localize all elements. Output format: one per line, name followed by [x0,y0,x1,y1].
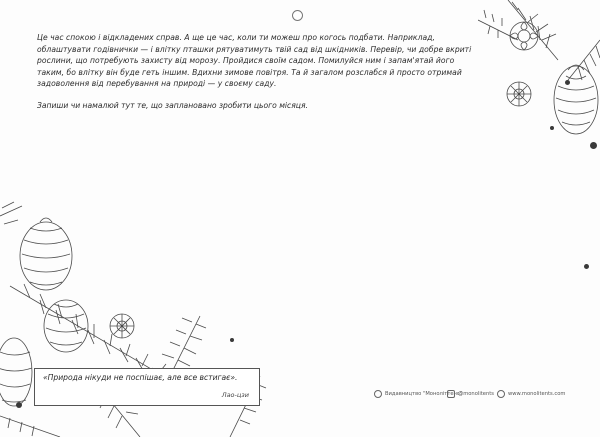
decorative-dot [590,142,597,149]
decorative-dot [550,126,554,130]
publisher-name: Видавництво "Моноліттенс" [385,391,463,397]
pine-branch-top-right-illustration [478,0,600,170]
decorative-dot [565,80,570,85]
globe-icon [497,390,505,398]
quote-author: Лао-цзи [221,391,249,399]
quote-text: «Природа нікуди не поспішає, але все встигає». [43,373,238,382]
planning-instruction: Запиши чи намалюй тут те, що заплановано зробити цього місяця. [37,101,308,110]
instagram-icon [447,390,455,398]
decorative-dot [230,338,234,342]
hanging-hole [292,10,303,21]
decorative-dot [584,264,589,269]
decorative-dot [16,402,22,408]
instagram-handle[interactable]: @monolitents [458,391,495,397]
footer-instagram [447,390,494,398]
footer-website [497,390,565,398]
publisher-logo-icon [374,390,382,398]
intro-paragraph: Це час спокою і відкладених справ. А ще це час, коли ти можеш про когось подбати. Наприклад, облаштувати годівнички — і влітку пташки рятуватимуть твій сад від шкідників. Перевір, чи добре вкриті рослини, що потребують захисту від морозу. Пройдися своїм садом. Помилуйся ним і запам'ятай його таким, бо влітку він буде геть іншим. Вдихни зимове повітря. Та й загалом розслабся й просто отримай задоволення від перебування на природі — у своєму саду. [37,33,472,89]
quote-box [34,368,260,406]
website-link[interactable]: www.monolitents.com [508,391,566,397]
